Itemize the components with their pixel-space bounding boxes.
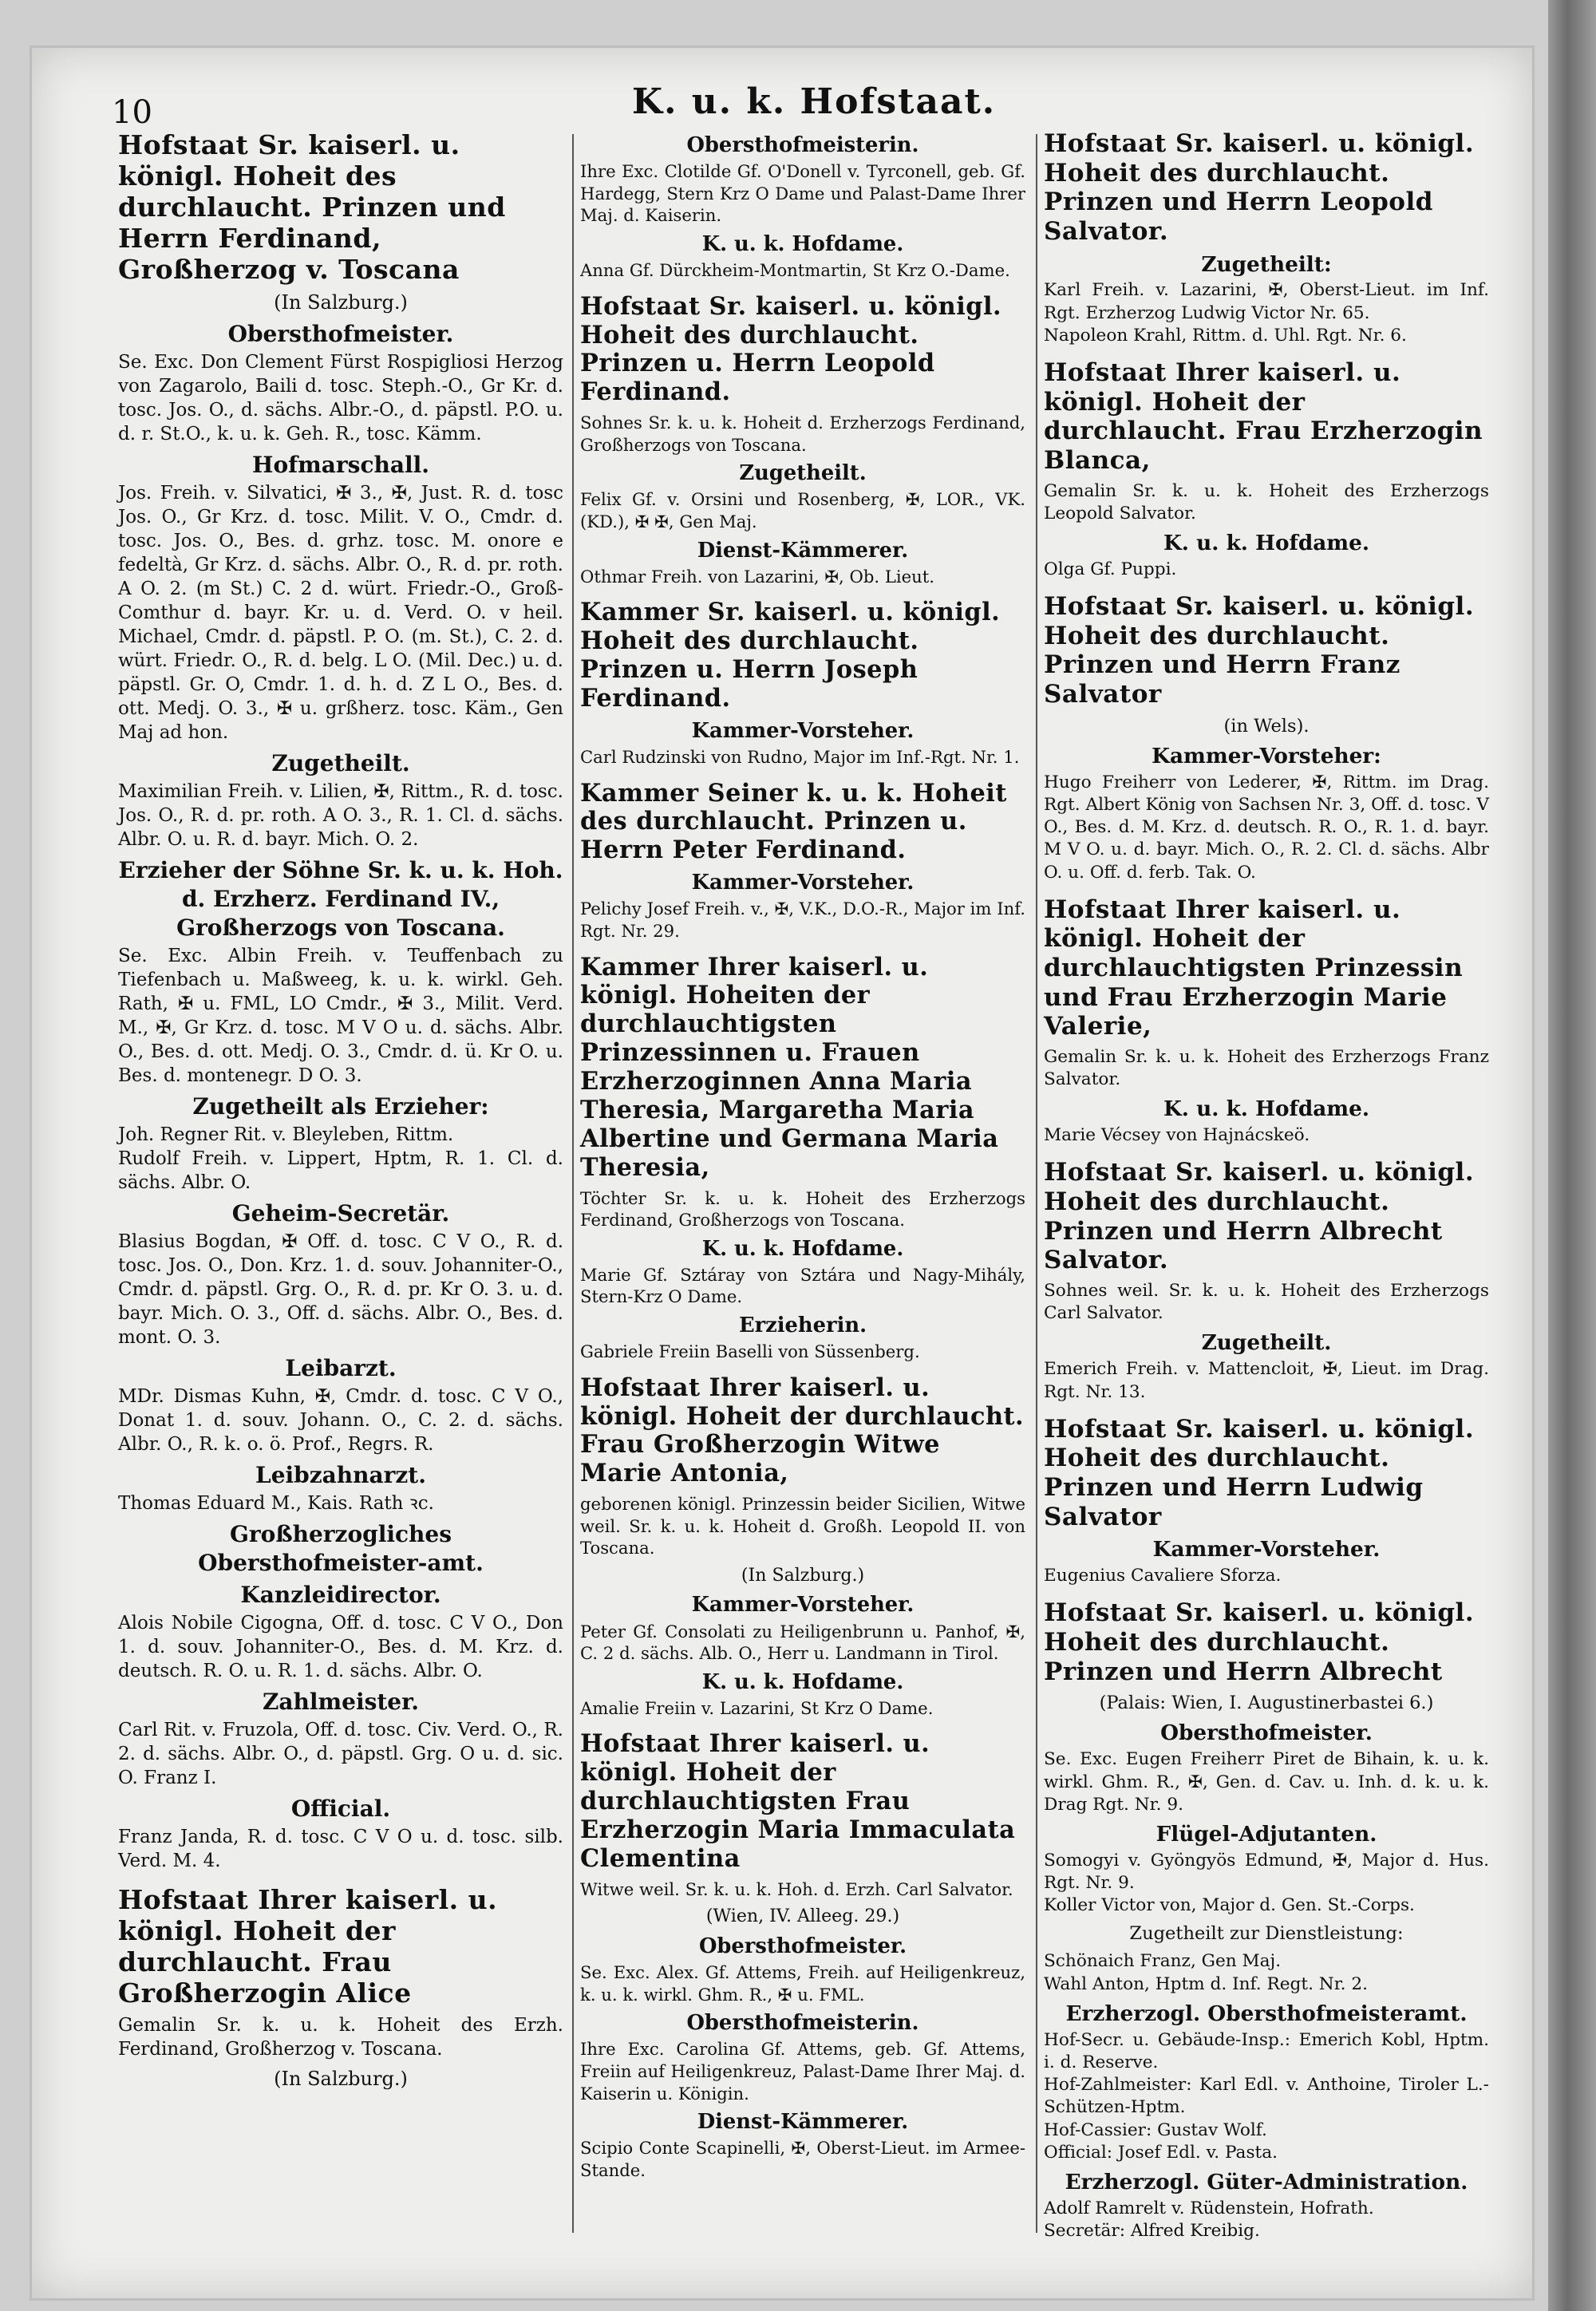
section-gap — [1044, 586, 1489, 592]
subheading: Obersthofmeister. — [227, 321, 454, 347]
entry-text: Adolf Ramrelt v. Rüdenstein, Hofrath. Secretär: Alfred Kreibig. — [1044, 2198, 1374, 2241]
location-note: (Palais: Wien, I. Augustinerbastei 6.) — [1099, 1693, 1434, 1714]
entry-text: Gemalin Sr. k. u. k. Hoheit des Erzherzogs Leopold Salvator. — [1044, 480, 1489, 523]
entry-text: Gabriele Freiin Baselli von Süssenberg. — [580, 1341, 920, 1362]
subheading: Kammer-Vorsteher. — [1152, 1537, 1381, 1562]
subheading: Official. — [290, 1795, 391, 1822]
column-rule — [1036, 134, 1037, 2233]
subheading: Dienst-Kämmerer. — [697, 2110, 909, 2135]
subheading: Kanzleidirector. — [240, 1582, 441, 1608]
location-note: (In Salzburg.) — [741, 1566, 865, 1586]
entry-text: Hof-Secr. u. Gebäude-Insp.: Emerich Kobl, Hptm. i. d. Reserve. Hof-Zahlmeister: Karl Edl. v. Anthoine, Tiroler L.-Schützen-Hptm. Hof-Cassier: Gustav Wolf. Official: Josef Edl. v. Pasta. — [1044, 2029, 1489, 2163]
entry-text: geborenen königl. Prinzessin beider Sicilien, Witwe weil. Sr. k. u. k. Hoheit d. Großh. Leopold II. von Toscana. — [580, 1494, 1025, 1558]
section-title: Hofstaat Ihrer kaiserl. u. königl. Hoheit der durchlaucht. Frau Erzherzogin Blanca, — [1044, 358, 1483, 476]
entry-text: Sohnes weil. Sr. k. u. k. Hoheit des Erzherzogs Carl Salvator. — [1044, 1281, 1489, 1324]
section-gap — [1044, 1408, 1489, 1415]
column-2 — [580, 129, 1025, 2186]
section-title: Kammer Ihrer kaiserl. u. königl. Hoheiten der durchlauchtigsten Prinzessinnen u. Frauen Erzherzoginnen Anna Maria Theresia, Margaretha Maria Albertine und Germana Maria Theresia, — [580, 952, 999, 1182]
subheading: Kammer-Vorsteher: — [1152, 743, 1381, 768]
subheading: Kammer-Vorsteher. — [691, 1593, 915, 1618]
subheading: Obersthofmeister. — [1160, 1720, 1373, 1746]
entry-text: Ihre Exc. Carolina Gf. Attems, geb. Gf. Attems, Freiin auf Heiligenkreuz, Palast-Dame Ihrer Maj. d. Kaiserin u. Königin. — [580, 2039, 1025, 2104]
entry-text: Marie Vécsey von Hajnácskeö. — [1044, 1125, 1310, 1146]
column-3 — [1044, 129, 1489, 2247]
subheading: Obersthofmeisterin. — [686, 133, 919, 157]
subheading: K. u. k. Hofdame. — [701, 1669, 904, 1694]
subheading: Zugetheilt als Erzieher: — [192, 1093, 489, 1120]
subheading: Großherzogliches Obersthofmeister-amt. — [198, 1521, 484, 1576]
subheading: Zugetheilt. — [1201, 1330, 1332, 1356]
section-gap — [1044, 1592, 1489, 1598]
section-title: Hofstaat Ihrer kaiserl. u. königl. Hoheit der durchlauchtigsten Frau Erzherzogin Maria Immaculata Clementina — [580, 1729, 1016, 1873]
entry-text: Jos. Freih. v. Silvatici, ✠ 3., ✠, Just. R. d. tosc Jos. O., Gr Krz. d. tosc. Milit. V. O., Cmdr. d. tosc. Jos. O., Bes. d. grhz. tosc. M. onore e fedeltà, Gr Krz. d. sächs. Albr. O., R. d. pr. roth. A O. 2. (m St.) C. 2 d. würt. Friedr.-O., Groß-Comthur d. bayr. Kr. u. d. Verd. O. v heil. Michael, Cmdr. d. päpstl. P. O. (m. St.), C. 2. d. würt. Friedr. O., R. d. belg. L O. (Mil. Dec.) u. d. päpstl. Gr. O, Cmdr. 1. d. h. d. Z L O., Bes. d. ott. Medj. O. 3., ✠ u. grßherz. tosc. Käm., Gen Maj ad hon. — [118, 483, 563, 743]
location-note: Zugetheilt zur Dienstleistung: — [1129, 1923, 1404, 1945]
subheading: Kammer-Vorsteher. — [691, 718, 915, 743]
entry-text: Pelichy Josef Freih. v., ✠, V.K., D.O.-R., Major im Inf. Rgt. Nr. 29. — [580, 899, 1025, 941]
subheading: Zugetheilt. — [739, 461, 867, 486]
entry-text: Karl Freih. v. Lazarini, ✠, Oberst-Lieut. im Inf. Rgt. Erzherzog Ludwig Victor Nr. 65. Napoleon Krahl, Rittm. d. Uhl. Rgt. Nr. 6. — [1044, 280, 1489, 346]
location-note: (in Wels). — [1223, 715, 1310, 737]
entry-text: Carl Rit. v. Fruzola, Off. d. tosc. Civ. Verd. O., R. 2. d. sächs. Albr. O., d. päpstl. Grg. O u. d. sic. O. Franz I. — [118, 1720, 563, 1788]
location-note: (In Salzburg.) — [274, 291, 408, 314]
entry-text: Carl Rudzinski von Rudno, Major im Inf.-Rgt. Nr. 1. — [580, 746, 1020, 767]
subheading: Dienst-Kämmerer. — [697, 538, 909, 563]
section-gap — [1044, 889, 1489, 895]
section-title: Hofstaat Ihrer kaiserl. u. königl. Hoheit der durchlaucht. Frau Großherzogin Alice — [118, 1884, 498, 2009]
running-title: K. u. k. Hofstaat. — [631, 81, 997, 122]
entry-text: Schönaich Franz, Gen Maj. Wahl Anton, Hptm d. Inf. Regt. Nr. 2. — [1044, 1951, 1369, 1994]
subheading: Zugetheilt: — [1201, 251, 1332, 277]
entry-text: Emerich Freih. v. Mattencloit, ✠, Lieut. im Drag. Rgt. Nr. 13. — [1044, 1359, 1489, 1402]
subheading: K. u. k. Hofdame. — [701, 231, 904, 256]
subheading: Erzherzogl. Güter-Administration. — [1065, 2169, 1468, 2194]
entry-text: Gemalin Sr. k. u. k. Hoheit des Erzh. Ferdinand, Großherzog v. Toscana. — [118, 2015, 563, 2060]
subheading: Erzherzogl. Obersthofmeisteramt. — [1065, 2001, 1468, 2026]
subheading: Erzieher der Söhne Sr. k. u. k. Hoh. d. Erzherz. Ferdinand IV., Großherzogs von Toscana. — [118, 857, 563, 941]
subheading: K. u. k. Hofdame. — [1163, 531, 1370, 556]
entry-text: Gemalin Sr. k. u. k. Hoheit des Erzherzogs Franz Salvator. — [1044, 1047, 1489, 1090]
entry-text: Othmar Freih. von Lazarini, ✠, Ob. Lieut. — [580, 566, 935, 587]
section-gap — [118, 1878, 563, 1884]
entry-text: Maximilian Freih. v. Lilien, ✠, Rittm., R. d. tosc. Jos. O., R. d. pr. roth. A O. 3., R. 1. Cl. d. sächs. Albr. O. u. R. d. bayr. Mich. O. 2. — [118, 781, 563, 850]
subheading: Leibarzt. — [285, 1355, 397, 1381]
subheading: Obersthofmeisterin. — [686, 2011, 919, 2036]
entry-text: MDr. Dismas Kuhn, ✠, Cmdr. d. tosc. C V O., Donat 1. d. souv. Johann. O., C. 2. d. sächs. Albr. O., R. k. o. ö. Prof., Regrs. R. — [118, 1386, 563, 1455]
entry-text: Eugenius Cavaliere Sforza. — [1044, 1566, 1282, 1586]
entry-text: Se. Exc. Alex. Gf. Attems, Freih. auf Heiligenkreuz, k. u. k. wirkl. Ghm. R., ✠ u. FML. — [580, 1962, 1025, 2005]
section-title: Hofstaat Ihrer kaiserl. u. königl. Hoheit der durchlaucht. Frau Großherzogin Witwe Marie Antonia, — [580, 1373, 1025, 1488]
section-gap — [1044, 1152, 1489, 1158]
entry-text: Witwe weil. Sr. k. u. k. Hoh. d. Erzh. Carl Salvator. — [580, 1878, 1013, 1899]
section-title: Hofstaat Sr. kaiserl. u. königl. Hoheit des durchlaucht. Prinzen u. Herrn Leopold Ferdinand. — [580, 291, 1002, 407]
entry-text: Scipio Conte Scapinelli, ✠, Oberst-Lieut. im Armee-Stande. — [580, 2138, 1025, 2180]
entry-text: Thomas Eduard M., Kais. Rath ꝛc. — [118, 1493, 434, 1514]
subheading: Obersthofmeister. — [698, 1934, 907, 1958]
column-rule — [572, 134, 574, 2233]
entry-text: Peter Gf. Consolati zu Heiligenbrunn u. Panhof, ✠, C. 2 d. sächs. Alb. O., Herr u. Landmann in Tirol. — [580, 1621, 1025, 1664]
location-note: (In Salzburg.) — [274, 2068, 408, 2090]
section-title: Hofstaat Sr. kaiserl. u. königl. Hoheit des durchlaucht. Prinzen und Herrn Ludwig Salvator — [1044, 1414, 1475, 1531]
entry-text: Töchter Sr. k. u. k. Hoheit des Erzherzogs Ferdinand, Großherzogs von Toscana. — [580, 1187, 1025, 1231]
entry-text: Sohnes Sr. k. u. k. Hoheit d. Erzherzogs Ferdinand, Großherzogs von Toscana. — [580, 413, 1025, 455]
entry-text: Somogyi v. Gyöngyös Edmund, ✠, Major d. Hus. Rgt. Nr. 9. Koller Victor von, Major d. Gen. St.-Corps. — [1044, 1850, 1489, 1916]
subheading: K. u. k. Hofdame. — [701, 1236, 904, 1261]
entry-text: Joh. Regner Rit. v. Bleyleben, Rittm. Rudolf Freih. v. Lippert, Hptm, R. 1. Cl. d. sächs. Albr. O. — [118, 1124, 563, 1193]
entry-text: Felix Gf. v. Orsini und Rosenberg, ✠, LOR., VK. (KD.), ✠ ✠, Gen Maj. — [580, 489, 1025, 532]
subheading: Zahlmeister. — [262, 1689, 420, 1715]
section-title: Hofstaat Ihrer kaiserl. u. königl. Hoheit der durchlauchtigsten Prinzessin und Frau Erzherzogin Marie Valerie, — [1044, 895, 1464, 1041]
entry-text: Se. Exc. Eugen Freiherr Piret de Bihain, k. u. k. wirkl. Ghm. R., ✠, Gen. d. Cav. u. Inh. d. k. u. k. Drag Rgt. Nr. 9. — [1044, 1749, 1489, 1815]
entry-text: Blasius Bogdan, ✠ Off. d. tosc. C V O., R. d. tosc. Jos. O., Don. Krz. 1. d. souv. Johanniter-O., Cmdr. d. päpstl. Grg. O., R. d. pr. Kr O. 3. u. d. bayr. Mich. O. 3., Off. d. sächs. Albr. O., Bes. d. mont. O. 3. — [118, 1231, 563, 1348]
entry-text: Olga Gf. Puppi. — [1044, 559, 1177, 579]
section-title: Hofstaat Sr. kaiserl. u. königl. Hoheit des durchlaucht. Prinzen und Herrn Albrecht Salvator. — [1044, 1158, 1475, 1275]
section-title: Hofstaat Sr. kaiserl. u. königl. Hoheit des durchlaucht. Prinzen und Herrn Franz Salvator — [1044, 592, 1475, 709]
section-title: Hofstaat Sr. kaiserl. u. königl. Hoheit des durchlaucht. Prinzen und Herrn Albrecht — [1044, 1598, 1475, 1686]
entry-text: Hugo Freiherr von Lederer, ✠, Rittm. im Drag. Rgt. Albert König von Sachsen Nr. 3, Off. d. tosc. V O., Bes. d. M. Krz. d. deutsch. R. O., R. 1. d. bayr. M V O. u. d. bayr. Mich. O., R. 2. Cl. d. sächs. Albr O. u. Off. d. ferb. Tak. O. — [1044, 772, 1489, 883]
subheading: K. u. k. Hofdame. — [1163, 1096, 1370, 1122]
entry-text: Se. Exc. Don Clement Fürst Rospigliosi Herzog von Zagarolo, Baili d. tosc. Steph.-O., Gr Kr. d. tosc. Jos. O., d. sächs. Albr.-O., d. päpstl. P.O. u. d. r. St.O., k. u. k. Geh. R., tosc. Kämm. — [118, 352, 563, 444]
entry-text: Amalie Freiin v. Lazarini, St Krz O Dame. — [580, 1697, 934, 1718]
entry-text: Franz Janda, R. d. tosc. C V O u. d. tosc. silb. Verd. M. 4. — [118, 1827, 563, 1871]
book-edge — [1548, 0, 1596, 2311]
section-title: Kammer Seiner k. u. k. Hoheit des durchlaucht. Prinzen u. Herrn Peter Ferdinand. — [580, 778, 1007, 865]
subheading: Erzieherin. — [738, 1314, 867, 1337]
subheading: Geheim-Secretär. — [231, 1200, 450, 1227]
subheading: Leibzahnarzt. — [255, 1462, 426, 1488]
column-1 — [118, 129, 563, 2096]
entry-text: Ihre Exc. Clotilde Gf. O'Donell v. Tyrconell, geb. Gf. Hardegg, Stern Krz O Dame und Palast-Dame Ihrer Maj. d. Kaiserin. — [580, 161, 1025, 226]
section-gap — [1044, 352, 1489, 358]
subheading: Zugetheilt. — [271, 750, 410, 776]
entry-text: Anna Gf. Dürckheim-Montmartin, St Krz O.-Dame. — [580, 260, 1010, 281]
section-title: Kammer Sr. kaiserl. u. königl. Hoheit des durchlaucht. Prinzen u. Herrn Joseph Ferdinand. — [580, 598, 1001, 713]
entry-text: Marie Gf. Sztáray von Sztára und Nagy-Mihály, Stern-Krz O Dame. — [580, 1264, 1025, 1307]
section-title: Hofstaat Sr. kaiserl. u. königl. Hoheit des durchlaucht. Prinzen und Herrn Leopold Salvator. — [1044, 129, 1475, 246]
section-title: Hofstaat Sr. kaiserl. u. königl. Hoheit des durchlaucht. Prinzen und Herrn Ferdinand, Großherzog v. Toscana — [118, 129, 506, 285]
subheading: Flügel-Adjutanten. — [1156, 1821, 1377, 1847]
page-number: 10 — [112, 94, 152, 131]
entry-text: Alois Nobile Cigogna, Off. d. tosc. C V O., Don 1. d. souv. Johanniter-O., Bes. d. M. Krz. d. deutsch. R. O. u. R. 1. d. sächs. Albr. O. — [118, 1613, 563, 1681]
subheading: Hofmarschall. — [251, 452, 430, 478]
subheading: Kammer-Vorsteher. — [691, 871, 915, 895]
entry-text: Se. Exc. Albin Freih. v. Teuffenbach zu Tiefenbach u. Maßweeg, k. u. k. wirkl. Geh. Rath, ✠ u. FML, LO Cmdr., ✠ 3., Milit. Verd. M., ✠, Gr Krz. d. tosc. M V O u. d. sächs. Albr. O., Bes. d. ott. Medj. O. 3., Cmdr. d. ü. Kr O. u. Bes. d. montenegr. D O. 3. — [118, 946, 563, 1086]
location-note: (Wien, IV. Alleeg. 29.) — [705, 1906, 900, 1927]
